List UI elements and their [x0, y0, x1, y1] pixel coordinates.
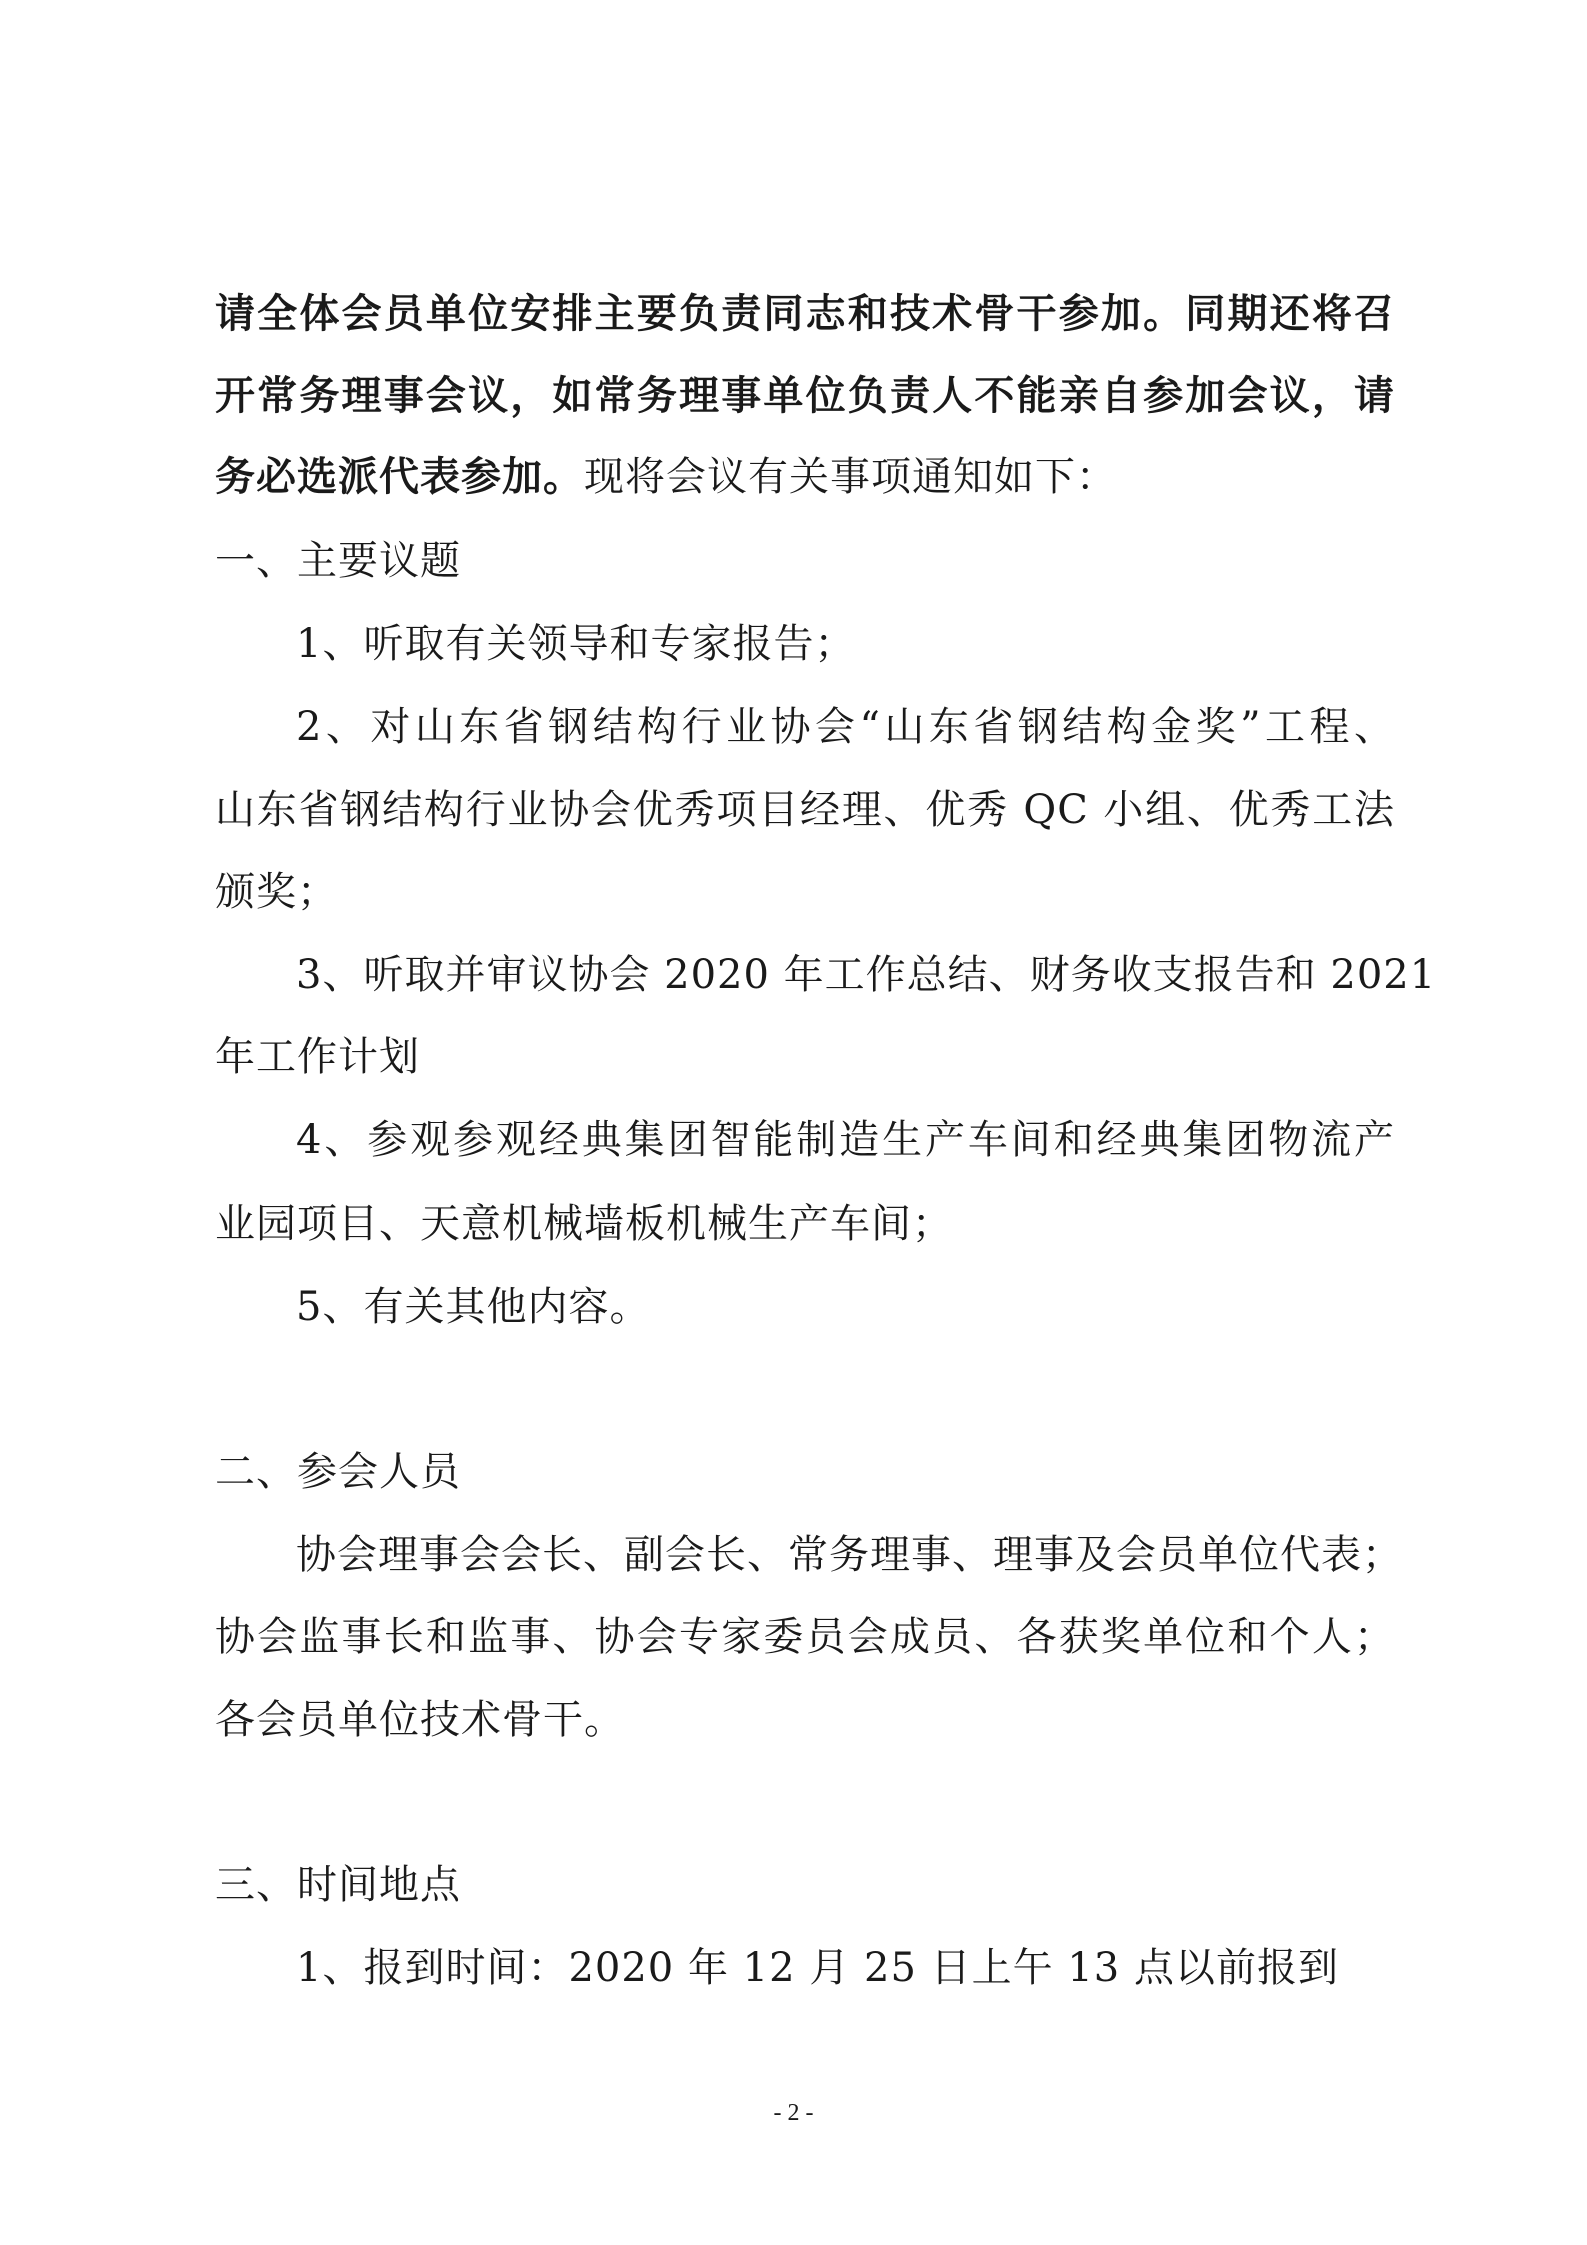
section-2-heading: 二、参会人员	[215, 1449, 461, 1495]
section-1-item-1: 1、听取有关领导和专家报告；	[296, 621, 856, 667]
section-1-item-2-line-2: 山东省钢结构行业协会优秀项目经理、优秀 QC 小组、优秀工法	[215, 787, 1395, 833]
section-2-line-2: 协会监事长和监事、协会专家委员会成员、各获奖单位和个人；	[215, 1614, 1395, 1660]
section-1-item-2-line-1: 2、对山东省钢结构行业协会“山东省钢结构金奖”工程、	[296, 704, 1395, 750]
intro-line-3	[215, 451, 1395, 503]
section-1-item-4-line-2: 业园项目、天意机械墙板机械生产车间；	[215, 1201, 953, 1247]
intro-line-2: 开常务理事会议，如常务理事单位负责人不能亲自参加会议，请	[215, 372, 1395, 419]
section-2-line-1: 协会理事会会长、副会长、常务理事、理事及会员单位代表；	[296, 1532, 1403, 1578]
section-2-line-3: 各会员单位技术骨干。	[215, 1697, 625, 1743]
section-1-item-2-line-3: 颁奖；	[215, 869, 338, 915]
section-1-heading: 一、主要议题	[215, 538, 461, 584]
section-1-item-3-line-2: 年工作计划	[215, 1034, 420, 1080]
intro-line-3-bold: 务必选派代表参加。	[215, 453, 584, 500]
intro-line-3-normal: 现将会议有关事项通知如下：	[584, 454, 1117, 500]
section-3-item-1: 1、报到时间：2020 年 12 月 25 日上午 13 点以前报到	[296, 1945, 1339, 1991]
section-1-item-4-line-1: 4、参观参观经典集团智能制造生产车间和经典集团物流产	[296, 1117, 1395, 1163]
section-3-heading: 三、时间地点	[215, 1862, 461, 1908]
section-1-item-5: 5、有关其他内容。	[296, 1284, 651, 1330]
section-1-item-3-line-1: 3、听取并审议协会 2020 年工作总结、财务收支报告和 2021	[296, 952, 1437, 998]
intro-line-1: 请全体会员单位安排主要负责同志和技术骨干参加。同期还将召	[215, 290, 1395, 337]
page-number: - 2 -	[773, 2100, 814, 2126]
